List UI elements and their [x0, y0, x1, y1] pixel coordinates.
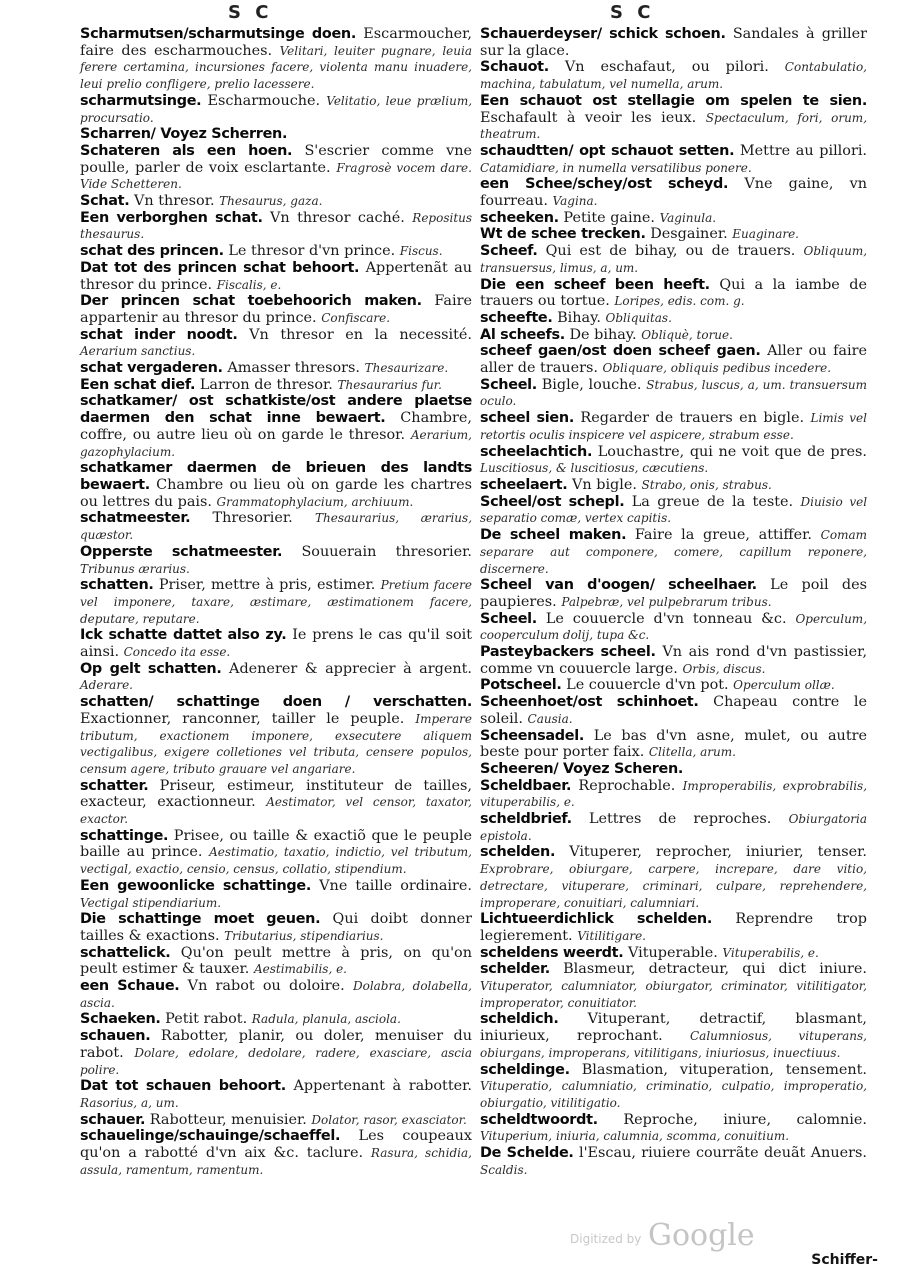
entry-latin-gloss: Euaginare.	[732, 227, 799, 242]
entry-headword: Een gewoonlicke schattinge.	[80, 877, 312, 894]
entry-french-gloss: Vn thresor.	[133, 193, 215, 210]
entry-french-gloss: Vn ais rond d'vn pastissier, comme vn couuercle large.	[480, 644, 868, 677]
entry-latin-gloss: Strabus, luscus, a, um. transuersum oculo.	[480, 377, 867, 409]
entry-latin-gloss: Aderare.	[80, 678, 133, 693]
entry-latin-gloss: Thesaurarius, ærarius, quæstor.	[80, 511, 473, 543]
entry-latin-gloss: Strabo, onis, strabus.	[641, 477, 772, 492]
entry-french-gloss: La greue de la teste.	[631, 493, 794, 510]
dictionary-entry	[80, 1112, 472, 1129]
dictionary-entry	[480, 1112, 867, 1145]
entry-latin-gloss: Fiscus.	[399, 244, 443, 259]
right-column	[480, 26, 867, 1179]
entry-french-gloss: Vn bigle.	[572, 476, 637, 493]
dictionary-entry	[480, 143, 867, 176]
entry-latin-gloss: Confiscare.	[321, 310, 391, 325]
entry-latin-gloss: Concedo ita esse.	[123, 645, 231, 660]
entry-french-gloss: Priseur, estimeur, instituteur de tailles, exacteur, exactionneur.	[80, 777, 472, 811]
dictionary-entry	[480, 410, 867, 443]
entry-headword: schat inder noodt.	[80, 326, 238, 343]
dictionary-entry	[80, 778, 472, 828]
entry-french-gloss: Amasser thresors.	[227, 360, 361, 377]
entry-french-gloss: Exactionner, ranconner, tailler le peuple.	[80, 710, 405, 727]
entry-latin-gloss: Fragrosè vocem dare. Vide Schetteren.	[80, 160, 472, 192]
entry-headword: Schauerdeyser/ schick schoen.	[480, 26, 726, 42]
entry-french-gloss: Priser, mettre à pris, estimer.	[158, 577, 376, 594]
dictionary-entry	[480, 1145, 867, 1178]
dictionary-entry	[480, 694, 867, 727]
entry-headword: scheldinge.	[480, 1061, 570, 1078]
entry-headword: Scharren/ Voyez Scherren.	[80, 126, 288, 143]
dictionary-entry	[80, 1078, 472, 1111]
entry-french-gloss: Rabotter, planir, ou doler, menuiser du rabot.	[80, 1028, 472, 1061]
dictionary-entry	[80, 393, 472, 460]
entry-headword: schatten/ schattinge doen / verschatten.	[80, 694, 472, 711]
entry-headword: Wt de schee trecken.	[480, 226, 646, 243]
entry-french-gloss: Vn eschafaut, ou pilori.	[564, 59, 769, 76]
entry-headword: scheelachtich.	[480, 443, 593, 460]
dictionary-entry	[80, 460, 472, 510]
entry-headword: schatkamer/ ost schatkiste/ost andere plaetse daermen den schat inne bewaert.	[80, 393, 472, 427]
dictionary-entry	[80, 978, 472, 1011]
entry-latin-gloss: Calumniosus, vituperans, obiurgans, improperans, vitilitigans, iniuriosus, inuectiuus.	[480, 1029, 867, 1060]
dictionary-entry	[80, 26, 472, 93]
entry-latin-gloss: Dolare, edolare, dedolare, radere, exasciare, ascia polire.	[80, 1045, 472, 1077]
entry-french-gloss: Vituperable.	[627, 944, 718, 961]
entry-french-gloss: Regarder de trauers en bigle.	[580, 410, 805, 427]
entry-headword: Schauot.	[480, 59, 549, 76]
dictionary-entry	[480, 1011, 867, 1061]
entry-french-gloss: Faire la greue, attiffer.	[634, 527, 812, 544]
entry-french-gloss: Le poil des paupieres.	[480, 577, 867, 610]
dictionary-entry	[80, 878, 472, 911]
dictionary-entry	[80, 577, 472, 627]
page-header	[0, 2, 918, 24]
entry-headword: schauer.	[80, 1111, 146, 1128]
entry-latin-gloss: Orbis, discus.	[682, 661, 766, 676]
entry-latin-gloss: Vituperabilis, e.	[722, 945, 819, 960]
entry-french-gloss: Le couuercle d'vn tonneau &c.	[545, 610, 787, 627]
entry-french-gloss: Chambre ou lieu où on garde les chartres ou lettres du pais.	[80, 476, 472, 510]
entry-headword: Dat tot des princen schat behoort.	[80, 259, 360, 276]
entry-latin-gloss: Luscitiosus, & luscitiosus, cæcutiens.	[480, 461, 709, 476]
entry-headword: De scheel maken.	[480, 527, 627, 544]
dictionary-entry	[480, 310, 867, 327]
dictionary-entry	[80, 327, 472, 360]
entry-french-gloss: Appertenãt au thresor du prince.	[80, 259, 472, 293]
entry-french-gloss: Appertenant à rabotter.	[293, 1078, 472, 1095]
entry-french-gloss: Vn thresor en la necessité.	[249, 326, 473, 343]
entry-headword: schatten.	[80, 577, 154, 594]
entry-latin-gloss: Thesaurus, gaza.	[219, 194, 323, 209]
entry-latin-gloss: Tribunus ærarius.	[80, 561, 190, 576]
dictionary-entry	[80, 694, 472, 778]
entry-latin-gloss: Diuisio vel separatio comæ, vertex capitis.	[480, 494, 868, 526]
entry-latin-gloss: Repositus thesaurus.	[80, 210, 473, 242]
entry-headword: Een verborghen schat.	[80, 209, 263, 226]
dictionary-entry	[480, 1062, 867, 1112]
dictionary-entry	[80, 143, 472, 193]
catchword: Schiffer-	[811, 1252, 878, 1268]
entry-french-gloss: Petite gaine.	[563, 209, 655, 226]
entry-french-gloss: Souuerain thresorier.	[301, 543, 472, 560]
dictionary-entry	[80, 193, 472, 210]
dictionary-entry	[80, 377, 472, 394]
entry-headword: Die een scheef been heeft.	[480, 276, 710, 293]
entry-headword: schauen.	[80, 1028, 151, 1045]
entry-headword: scheef gaen/ost doen scheef gaen.	[480, 343, 761, 360]
dictionary-entry	[80, 828, 472, 878]
entry-french-gloss: Louchastre, qui ne voit que de pres.	[597, 443, 867, 460]
entry-headword: Scheef.	[480, 243, 538, 260]
dictionary-entry	[480, 494, 867, 527]
dictionary-entry	[480, 59, 867, 92]
entry-french-gloss: Sandales à griller sur la glace.	[480, 26, 868, 59]
dictionary-entry	[480, 477, 867, 494]
entry-french-gloss: Vne taille ordinaire.	[319, 877, 473, 894]
dictionary-entry	[80, 1011, 472, 1028]
entry-french-gloss: l'Escau, riuiere courrãte deuãt Anuers.	[578, 1145, 867, 1162]
entry-french-gloss: Qui a la iambe de trauers ou tortue.	[480, 276, 868, 310]
dictionary-entry	[80, 945, 472, 978]
entry-latin-gloss: Spectaculum, fori, orum, theatrum.	[480, 110, 868, 142]
entry-headword: Potscheel.	[480, 677, 562, 694]
entry-headword: Een schat dief.	[80, 376, 196, 393]
entry-latin-gloss: Palpebræ, vel pulpebrarum tribus.	[561, 594, 772, 609]
entry-headword: Scheensadel.	[480, 727, 585, 744]
entry-headword: scharmutsinge.	[80, 92, 202, 109]
entry-headword: Scharmutsen/scharmutsinge doen.	[80, 26, 357, 42]
entry-french-gloss: Escharmouche.	[207, 92, 321, 109]
entry-headword: De Schelde.	[480, 1145, 574, 1162]
entry-latin-gloss: Operculum ollæ.	[733, 678, 835, 693]
dictionary-entry	[80, 627, 472, 660]
entry-latin-gloss: Aestimabilis, e.	[253, 962, 347, 977]
entry-french-gloss: Les coupeaux qu'on a rabotté d'vn aix &c. taclure.	[80, 1128, 472, 1162]
entry-french-gloss: Le couuercle d'vn pot.	[566, 677, 729, 694]
entry-french-gloss: Le thresor d'vn prince.	[228, 243, 396, 260]
entry-latin-gloss: Dolabra, dolabella, ascia.	[80, 979, 472, 1010]
entry-latin-gloss: Tributarius, stipendiarius.	[224, 928, 384, 943]
entry-french-gloss: Bihay.	[557, 309, 601, 326]
dictionary-entry	[480, 611, 867, 644]
entry-latin-gloss: Aestimatio, taxatio, indictio, vel tributum, vectigal, exactio, censio, census, collatio, stipendium.	[80, 845, 472, 877]
dictionary-entry	[80, 93, 472, 126]
entry-latin-gloss: Grammatophylacium, archiuum.	[216, 494, 414, 509]
google-watermark: Google	[648, 1218, 755, 1253]
entry-latin-gloss: Vectigal stipendiarium.	[80, 895, 222, 910]
dictionary-entry	[480, 945, 867, 962]
dictionary-entry	[80, 661, 472, 694]
entry-latin-gloss: Obiurgatoria epistola.	[480, 812, 867, 843]
entry-latin-gloss: Obliquum, transuersus, limus, a, um.	[480, 244, 868, 275]
entry-latin-gloss: Operculum, cooperculum dolij, tupa &c.	[480, 611, 868, 643]
entry-french-gloss: S'escrier comme vne poulle, parler de voix esclartante.	[80, 142, 472, 176]
entry-headword: een Schaue.	[80, 978, 180, 995]
dictionary-entry	[80, 544, 472, 577]
entry-headword: scheefte.	[480, 309, 553, 326]
entry-headword: schatter.	[80, 777, 149, 794]
entry-headword: schattelick.	[80, 944, 171, 961]
entry-french-gloss: Qui doibt donner tailles & exactions.	[80, 911, 472, 944]
dictionary-entry	[80, 360, 472, 377]
entry-headword: schauelinge/schauinge/schaeffel.	[80, 1128, 341, 1145]
entry-headword: scheldens weerdt.	[480, 944, 624, 961]
entry-latin-gloss: Vitilitigare.	[577, 928, 646, 943]
entry-headword: scheldtwoordt.	[480, 1111, 598, 1128]
dictionary-entry	[480, 778, 867, 811]
entry-french-gloss: Escarmoucher, faire des escharmouches.	[80, 26, 472, 59]
entry-headword: Op gelt schatten.	[80, 660, 222, 677]
entry-french-gloss: Vn rabot ou doloire.	[187, 978, 345, 995]
dictionary-entry	[480, 811, 867, 844]
dictionary-entry	[480, 444, 867, 477]
entry-french-gloss: Reproche, iniure, calomnie.	[623, 1111, 868, 1128]
entry-latin-gloss: Vituperium, iniuria, calumnia, scomma, conuitium.	[480, 1129, 790, 1144]
entry-latin-gloss: Pretium facere vel imponere, taxare, æstimare, æstimationem facere, deputare, reputare.	[80, 578, 472, 626]
dictionary-entry	[480, 844, 867, 911]
entry-headword: schaudtten/ opt schauot setten.	[480, 142, 735, 159]
entry-french-gloss: Vituperant, detractif, blasmant, iniurieux, reprochant.	[480, 1011, 868, 1045]
entry-headword: Schateren als een hoen.	[80, 142, 293, 159]
entry-latin-gloss: Velitatio, leue prælium, procursatio.	[80, 93, 473, 125]
dictionary-entry	[80, 911, 472, 944]
entry-headword: scheldich.	[480, 1011, 559, 1028]
entry-latin-gloss: Exprobrare, obiurgare, carpere, increpare, dare vitio, detrectare, vituperare, criminari, culpare, reprehendere, improperare, conuitiari, calumniari.	[480, 862, 867, 910]
entry-latin-gloss: Fiscalis, e.	[216, 277, 282, 292]
entry-latin-gloss: Thesaurarius fur.	[337, 377, 442, 392]
entry-headword: Ick schatte dattet also zy.	[80, 627, 287, 644]
entry-latin-gloss: Radula, planula, asciola.	[251, 1012, 401, 1027]
entry-french-gloss: Ie prens le cas qu'il soit ainsi.	[80, 627, 472, 661]
entry-latin-gloss: Causia.	[527, 711, 573, 726]
dictionary-entry	[80, 510, 472, 543]
entry-headword: schelder.	[480, 961, 550, 978]
entry-headword: Schaeken.	[80, 1011, 161, 1028]
entry-french-gloss: Desgainer.	[650, 226, 728, 243]
entry-latin-gloss: Aerarium sanctius.	[80, 344, 196, 359]
entry-headword: Dat tot schauen behoort.	[80, 1078, 286, 1095]
left-column	[80, 26, 472, 1179]
dictionary-entry	[480, 26, 867, 59]
entry-headword: Lichtueerdichlick schelden.	[480, 911, 713, 928]
entry-latin-gloss: Vagina.	[552, 194, 598, 209]
entry-headword: Die schattinge moet geuen.	[80, 911, 321, 928]
entry-french-gloss: Vne gaine, vn fourreau.	[480, 176, 868, 210]
entry-french-gloss: Qu'on peult mettre à pris, on qu'on peult estimer & tauxer.	[80, 944, 472, 978]
entry-headword: schat des princen.	[80, 243, 224, 260]
dictionary-entry	[480, 728, 867, 761]
dictionary-entry	[480, 644, 867, 677]
dictionary-entry	[80, 260, 472, 293]
dictionary-entry	[480, 677, 867, 694]
entry-french-gloss: Bigle, louche.	[541, 376, 642, 393]
entry-french-gloss: Mettre au pillori.	[739, 142, 867, 159]
dictionary-entry	[480, 961, 867, 1011]
entry-french-gloss: Faire appartenir au thresor du prince.	[80, 293, 473, 326]
entry-french-gloss: Lettres de reproches.	[588, 811, 772, 828]
entry-french-gloss: Rabotteur, menuisier.	[149, 1111, 307, 1128]
entry-headword: Scheel/ost schepl.	[480, 493, 625, 510]
entry-latin-gloss: Obliquitas.	[605, 310, 672, 325]
entry-latin-gloss: Comam separare aut componere, comere, capillum reponere, discernere.	[480, 528, 867, 576]
entry-french-gloss: Eschafault à veoir les ieux.	[480, 109, 697, 126]
entry-headword: Scheel van d'oogen/ scheelhaer.	[480, 577, 757, 594]
entry-french-gloss: Prisee, ou taille & exactiõ que le peuple baille au prince.	[80, 827, 472, 861]
entry-latin-gloss: Thesaurizare.	[364, 361, 449, 376]
entry-latin-gloss: Catamidiare, in numella versatilibus ponere.	[480, 160, 752, 175]
signature-mark-right: S C	[610, 2, 655, 23]
entry-french-gloss: De bihay.	[569, 326, 637, 343]
entry-latin-gloss: Aestimator, vel censor, taxator, exactor.	[80, 795, 472, 827]
entry-latin-gloss: Scaldis.	[480, 1162, 528, 1177]
dictionary-entry	[80, 1028, 472, 1078]
entry-latin-gloss: Limis vel retortis oculis inspicere vel aspicere, strabum esse.	[480, 411, 867, 442]
dictionary-entry	[480, 327, 867, 344]
entry-french-gloss: Adenerer & apprecier à argent.	[229, 660, 472, 677]
entry-french-gloss: Le bas d'vn asne, mulet, ou autre beste pour porter faix.	[480, 727, 867, 761]
dictionary-entry	[480, 226, 867, 243]
entry-french-gloss: Blasmation, vituperation, tensement.	[581, 1061, 868, 1078]
entry-latin-gloss: Obliquè, torue.	[641, 327, 733, 342]
entry-headword: schelden.	[480, 844, 556, 861]
entry-headword: Der princen schat toebehoorich maken.	[80, 293, 422, 310]
entry-latin-gloss: Velitari, leuiter pugnare, leuia ferere certamina, incursiones facere, violenta manu inuadere, leui prelio confligere, prelio lacessere.	[80, 43, 472, 92]
entry-headword: Scheenhoet/ost schinhoet.	[480, 694, 699, 711]
entry-latin-gloss: Loripes, edis. com. g.	[614, 294, 745, 309]
entry-headword: Scheeren/ Voyez Scheren.	[480, 760, 684, 777]
entry-latin-gloss: Imperare tributum, exactionem imponere, exsecutere aliquem vectigalibus, exigere colletiones vel tributa, censere populos, censum agere, tributo grauare vel angariare.	[80, 711, 472, 776]
entry-french-gloss: Larron de thresor.	[199, 376, 333, 393]
dictionary-entry	[80, 210, 472, 243]
dictionary-entry	[480, 93, 867, 143]
dictionary-entry	[480, 243, 867, 276]
entry-latin-gloss: Clitella, arum.	[648, 745, 736, 760]
entry-french-gloss: Chapeau contre le soleil.	[480, 694, 868, 727]
dictionary-entry	[480, 377, 867, 410]
entry-latin-gloss: Improperabilis, exprobrabilis, vituperabilis, e.	[480, 778, 868, 810]
entry-headword: Al scheefs.	[480, 326, 565, 343]
dictionary-entry	[480, 911, 867, 944]
entry-latin-gloss: Aerarium, gazophylacium.	[80, 427, 472, 459]
entry-latin-gloss: Vaginula.	[659, 210, 717, 225]
dictionary-entry	[480, 176, 867, 209]
dictionary-entry	[480, 210, 867, 227]
dictionary-entry	[80, 243, 472, 260]
entry-headword: Scheldbaer.	[480, 777, 572, 794]
entry-french-gloss: Reprendre trop legierement.	[480, 911, 867, 944]
dictionary-entry	[480, 577, 867, 610]
entry-headword: Schat.	[80, 193, 130, 210]
entry-headword: schatkamer daermen de brieuen des landts bewaert.	[80, 460, 472, 493]
entry-headword: scheldbrief.	[480, 811, 572, 828]
dictionary-entry	[480, 761, 867, 778]
entry-headword: schat vergaderen.	[80, 360, 223, 377]
entry-latin-gloss: Vituperator, calumniator, obiurgator, criminator, vitilitigator, improperator, conuitiator.	[480, 979, 867, 1010]
entry-french-gloss: Vn thresor caché.	[270, 209, 405, 226]
entry-latin-gloss: Vituperatio, calumniatio, criminatio, culpatio, improperatio, obiurgatio, vitilitigatio.	[480, 1079, 867, 1110]
digitized-by-text: Digitized by	[570, 1232, 642, 1246]
entry-french-gloss: Chambre, coffre, ou autre lieu où on garde le thresor.	[80, 410, 472, 443]
entry-headword: een Schee/schey/ost scheyd.	[480, 176, 729, 193]
entry-latin-gloss: Contabulatio, machina, tabulatum, vel numella, arum.	[480, 60, 867, 92]
entry-headword: schattinge.	[80, 827, 169, 844]
entry-french-gloss: Vituperer, reprocher, iniurier, tenser.	[569, 844, 867, 861]
entry-headword: scheel sien.	[480, 410, 574, 427]
entry-french-gloss: Aller ou faire aller de trauers.	[480, 343, 867, 377]
entry-french-gloss: Qui est de bihay, ou de trauers.	[545, 243, 796, 260]
entry-headword: scheeken.	[480, 209, 559, 226]
entry-headword: schatmeester.	[80, 510, 191, 527]
entry-french-gloss: Blasmeur, detracteur, qui dict iniure.	[563, 961, 867, 978]
entry-latin-gloss: Rasura, schidia, assula, ramentum, ramentum.	[80, 1146, 472, 1177]
dictionary-entry	[80, 126, 472, 143]
entry-headword: Een schauot ost stellagie om spelen te sien.	[480, 92, 867, 109]
dictionary-entry	[480, 277, 867, 310]
entry-latin-gloss: Dolator, rasor, exasciator.	[311, 1112, 467, 1127]
entry-latin-gloss: Obliquare, obliquis pedibus incedere.	[602, 361, 832, 376]
dictionary-entry	[80, 1128, 472, 1178]
entry-french-gloss: Thresorier.	[212, 510, 293, 527]
dictionary-entry	[480, 527, 867, 577]
entry-headword: scheelaert.	[480, 476, 568, 493]
entry-french-gloss: Reprochable.	[578, 777, 676, 794]
signature-mark-left: S C	[228, 2, 273, 23]
entry-latin-gloss: Rasorius, a, um.	[80, 1096, 179, 1110]
dictionary-entry	[480, 343, 867, 376]
entry-headword: Pasteybackers scheel.	[480, 644, 656, 661]
dictionary-entry	[80, 293, 472, 326]
entry-headword: Scheel.	[480, 376, 537, 393]
entry-headword: Opperste schatmeester.	[80, 543, 283, 560]
entry-french-gloss: Petit rabot.	[165, 1011, 248, 1028]
entry-headword: Scheel.	[480, 610, 537, 627]
